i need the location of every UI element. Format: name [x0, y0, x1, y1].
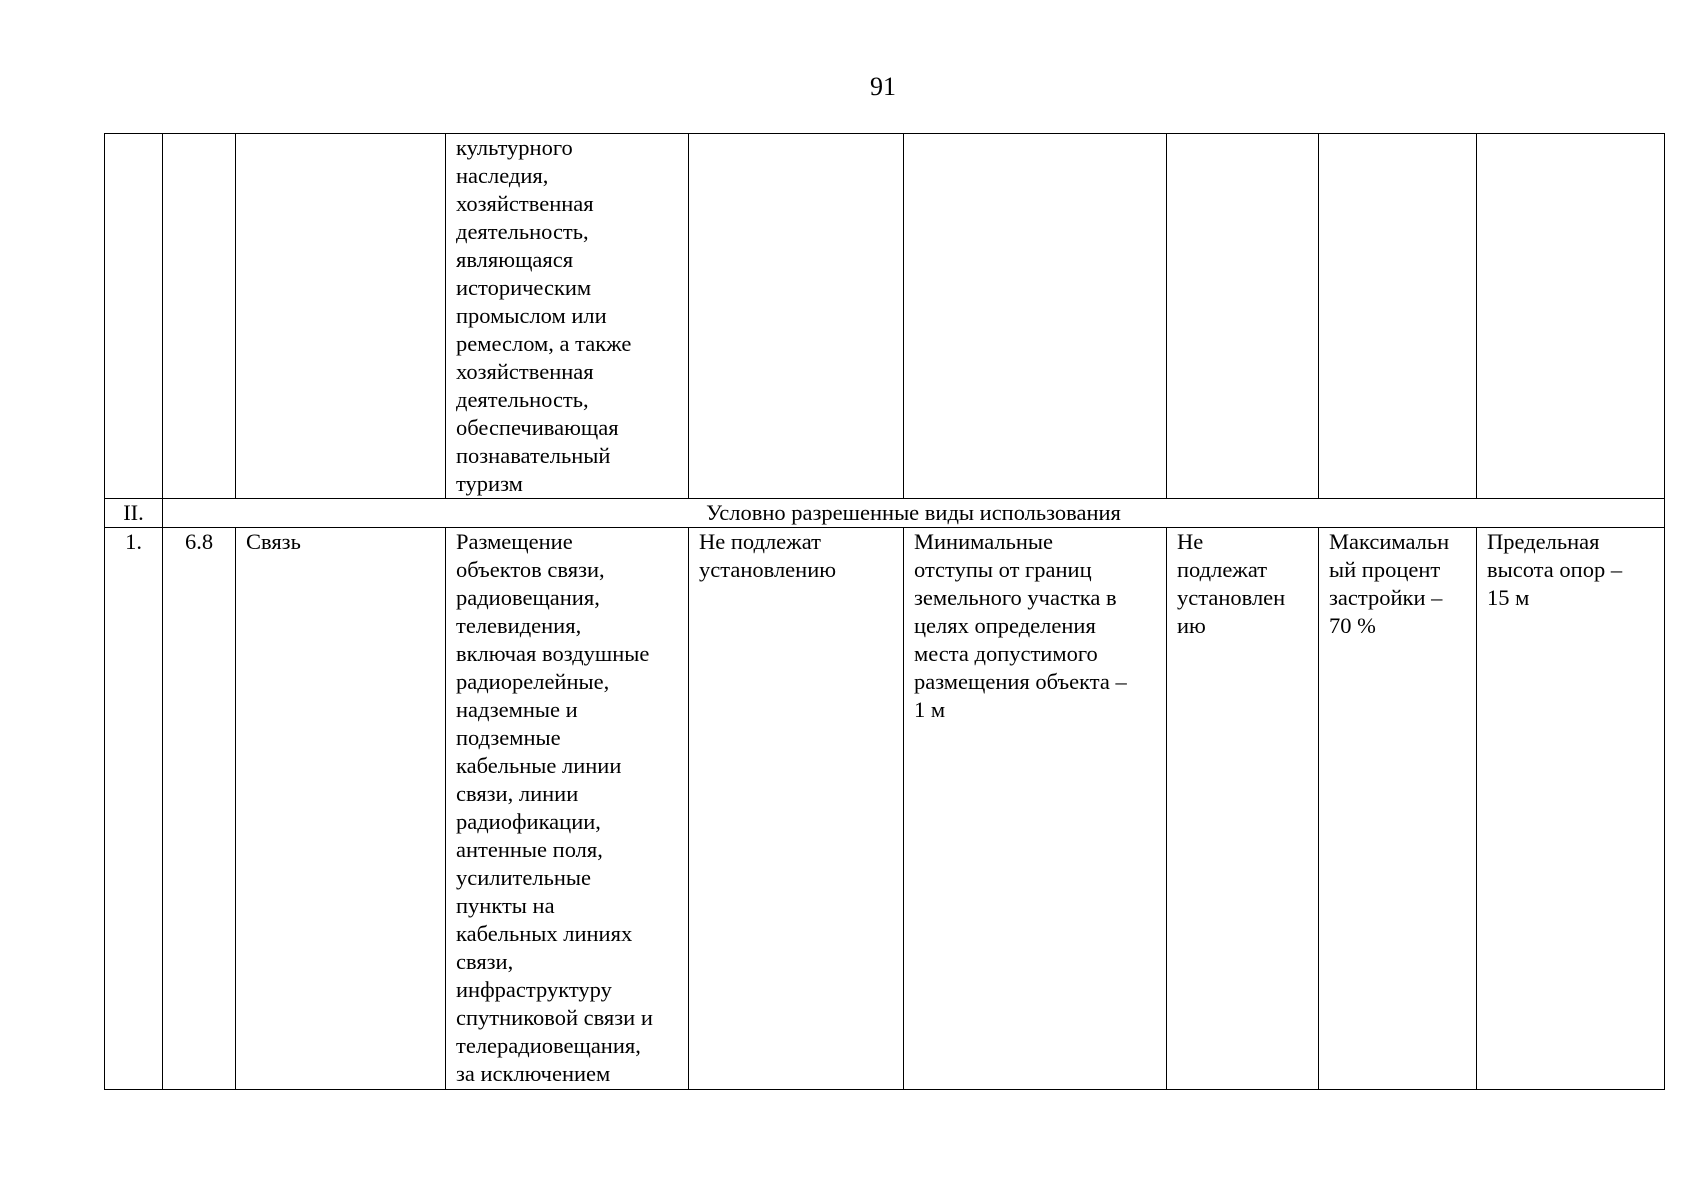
table-row [105, 528, 1665, 1090]
cell-description: культурного наследия, хозяйственная деятельность, являющаяся историческим промыслом или ремеслом, а также хозяйственная деятельность, обеспечивающая познавательный туризм [446, 134, 689, 499]
cell-floors [1167, 134, 1319, 499]
cell-index: 1. [105, 528, 163, 1090]
cell-code [163, 134, 236, 499]
cell-index [105, 134, 163, 499]
regulations-table [104, 133, 1665, 1090]
cell-coverage: Максимальн ый процент застройки – 70 % [1319, 528, 1477, 1090]
cell-plot-size: Не подлежат установлению [689, 528, 904, 1090]
cell-setbacks: Минимальные отступы от границ земельного участка в целях определения места допустимого размещения объекта – 1 м [904, 528, 1167, 1090]
cell-plot-size [689, 134, 904, 499]
table-row-continuation [105, 134, 1665, 499]
cell-name [236, 134, 446, 499]
cell-floors: Не подлежат установлен ию [1167, 528, 1319, 1090]
cell-coverage [1319, 134, 1477, 499]
cell-other: Предельная высота опор – 15 м [1477, 528, 1665, 1090]
section-number: II. [105, 499, 163, 528]
cell-name: Связь [236, 528, 446, 1090]
section-title: Условно разрешенные виды использования [163, 499, 1665, 528]
table-row-section [105, 499, 1665, 528]
cell-description: Размещение объектов связи, радиовещания, телевидения, включая воздушные радиорелейные, надземные и подземные кабельные линии связи, линии радиофикации, антенные поля, усилительные пункты на кабельных линиях связи, инфраструктуру спутниковой связи и телерадиовещания, за исключением [446, 528, 689, 1090]
cell-other [1477, 134, 1665, 499]
page-number: 91 [870, 72, 896, 101]
cell-code: 6.8 [163, 528, 236, 1090]
cell-setbacks [904, 134, 1167, 499]
